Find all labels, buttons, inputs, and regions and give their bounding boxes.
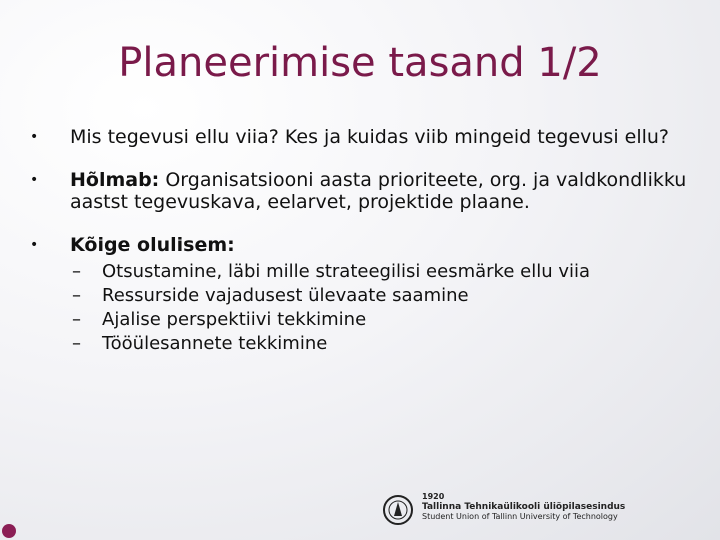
slide-title: Planeerimise tasand 1/2 [118, 40, 602, 86]
bullet-marker: • [30, 129, 39, 145]
bullet-marker: • [30, 237, 39, 253]
logo-text [422, 492, 625, 522]
dash-marker: – [72, 261, 81, 282]
student-union-logo [382, 492, 632, 532]
sub-item [30, 284, 690, 308]
logo-name: Tallinna Tehnikaülikooli üliõpilasesindus [422, 502, 626, 512]
logo-subtitle: Student Union of Tallinn University of Technology [422, 512, 618, 521]
emblem-icon [382, 494, 414, 526]
bullet-lead: Kõige olulisem: [70, 234, 235, 256]
dash-marker: – [72, 333, 81, 354]
sub-item-text: Tööülesannete tekkimine [102, 333, 328, 354]
bullet-marker: • [30, 172, 39, 188]
bullet-item [30, 234, 690, 256]
slide-content [30, 126, 690, 356]
sub-item [30, 332, 690, 356]
sub-item [30, 260, 690, 284]
sub-item-text: Otsustamine, läbi mille strateegilisi eesmärke ellu viia [102, 261, 591, 282]
logo-year: 1920 [422, 492, 445, 501]
sub-item [30, 308, 690, 332]
dash-marker: – [72, 309, 81, 330]
bullet-item [30, 169, 690, 213]
bullet-item [30, 126, 690, 148]
dash-marker: – [72, 285, 81, 306]
bullet-text: Mis tegevusi ellu viia? Kes ja kuidas viib mingeid tegevusi ellu? [70, 126, 670, 148]
corner-decoration-icon [0, 522, 18, 540]
sub-list [30, 260, 690, 356]
sub-item-text: Ressurside vajadusest ülevaate saamine [102, 285, 469, 306]
bullet-lead: Hõlmab: [70, 169, 160, 191]
sub-item-text: Ajalise perspektiivi tekkimine [102, 309, 367, 330]
bullet-text: Organisatsiooni aasta prioriteete, org. ja valdkondlikku aastst tegevuskava, eelarvet, projektide plaane. [70, 169, 687, 213]
